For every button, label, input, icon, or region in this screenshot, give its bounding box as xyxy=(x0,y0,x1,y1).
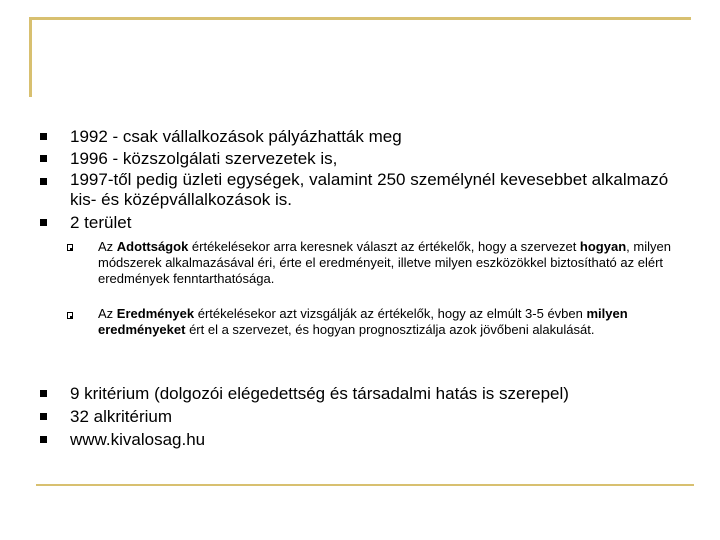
list-item: 1997-től pedig üzleti egységek, valamint 250 személynél kevesebbet alkalmazó kis- és középvállalkozások is. xyxy=(70,170,669,209)
bullet-icon xyxy=(40,413,47,420)
sub-item-bold: Eredmények xyxy=(116,306,195,321)
sub-item-text: Az xyxy=(98,306,117,321)
sub-item-bold: Adottságok xyxy=(116,239,189,254)
bullet-icon xyxy=(40,133,47,140)
sub-list-item xyxy=(98,239,683,287)
list-item: 1992 - csak vállalkozások pályázhatták meg xyxy=(70,127,402,146)
sub-item-text: értékelésekor azt vizsgálják az értékelők, hogy az elmúlt 3-5 évben xyxy=(194,306,587,321)
sub-item-bold: milyen eredményeket xyxy=(98,306,628,337)
bullet-icon xyxy=(40,178,47,185)
list-item: 9 kritérium (dolgozói elégedettség és társadalmi hatás is szerepel) xyxy=(70,384,569,403)
sub-item-bold: hogyan xyxy=(579,239,627,254)
list-item: 2 terület xyxy=(70,213,132,232)
list-item: www.kivalosag.hu xyxy=(70,430,206,449)
bullet-icon xyxy=(40,436,47,443)
bullet-icon xyxy=(40,219,47,226)
list-item: 32 alkritérium xyxy=(70,407,173,426)
bullet-icon xyxy=(40,155,47,162)
bullet-icon xyxy=(40,390,47,397)
sub-bullet-icon xyxy=(67,244,73,251)
sub-item-text: , milyen módszerek alkalmazásával éri, érte el eredményeit, illetve milyen eszközökkel biztosítható az elért eredmények fenntarthatósága. xyxy=(98,239,671,286)
sub-item-text: Az xyxy=(98,239,117,254)
sub-item-text: értékelésekor arra keresnek választ az értékelők, hogy a szervezet xyxy=(188,239,580,254)
sub-item-text: ért el a szervezet, és hogyan prognosztizálja azok jövőbeni alakulását. xyxy=(185,322,595,337)
sub-bullet-icon xyxy=(67,312,73,319)
sub-list-item xyxy=(98,306,683,338)
list-item: 1996 - közszolgálati szervezetek is, xyxy=(70,149,338,168)
